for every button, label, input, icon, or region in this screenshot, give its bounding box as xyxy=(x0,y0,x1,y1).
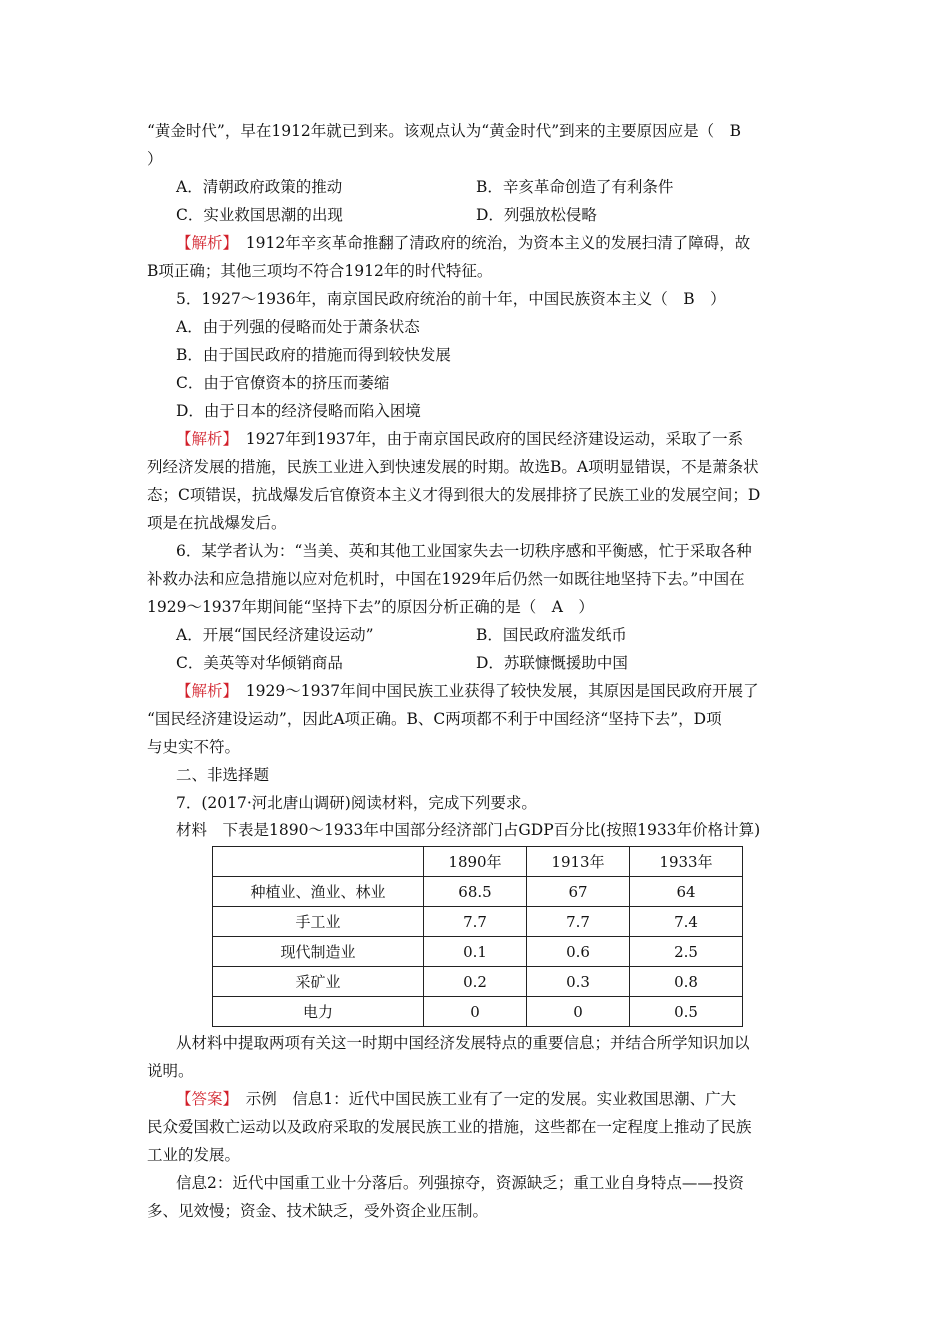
table-cell: 68.5 xyxy=(424,877,527,907)
answer-tag: 【答案】 xyxy=(176,1090,231,1108)
q7-answer-line: 民众爱国救亡运动以及政府采取的发展民族工业的措施，这些都在一定程度上推动了民族 xyxy=(147,1118,752,1136)
analysis-tag: 【解析】 xyxy=(176,682,231,700)
q7-ask-line: 说明。 xyxy=(147,1062,194,1080)
table-header-cell: 1913年 xyxy=(527,847,630,877)
analysis-tag: 【解析】 xyxy=(176,234,231,252)
q7-ask-line: 从材料中提取两项有关这一时期中国经济发展特点的重要信息；并结合所学知识加以 xyxy=(176,1034,750,1052)
table-cell: 手工业 xyxy=(213,907,424,937)
q4-option-d: D．列强放松侵略 xyxy=(476,206,597,224)
analysis-text: 1927年到1937年，由于南京国民政府的国民经济建设运动，采取了一系 xyxy=(230,430,744,448)
table-cell: 现代制造业 xyxy=(213,937,424,967)
q4-stem-line: ） xyxy=(147,150,163,168)
table-row xyxy=(213,997,743,1027)
q7-material: 材料 下表是1890～1933年中国部分经济部门占GDP百分比(按照1933年价格计算) xyxy=(176,821,761,839)
q5-analysis-line: 态；C项错误，抗战爆发后官僚资本主义才得到很大的发展排挤了民族工业的发展空间；D xyxy=(147,486,761,504)
table-header-cell: 1890年 xyxy=(424,847,527,877)
q4-analysis-line: B项正确；其他三项均不符合1912年的时代特征。 xyxy=(147,262,493,280)
q6-option-d: D．苏联慷慨援助中国 xyxy=(476,654,628,672)
table-header-cell xyxy=(213,847,424,877)
table-cell: 7.4 xyxy=(630,907,743,937)
table-header-cell: 1933年 xyxy=(630,847,743,877)
q6-analysis-line: “国民经济建设运动”，因此A项正确。B、C两项都不利于中国经济“坚持下去”，D项 xyxy=(147,710,722,728)
table-cell: 0.5 xyxy=(630,997,743,1027)
q7-answer-line: 多、见效慢；资金、技术缺乏，受外资企业压制。 xyxy=(147,1202,489,1220)
table-cell: 种植业、渔业、林业 xyxy=(213,877,424,907)
q6-stem-line: 1929～1937年期间能“坚持下去”的原因分析正确的是（ A ） xyxy=(147,598,594,616)
q5-option-c: C．由于官僚资本的挤压而萎缩 xyxy=(176,374,390,392)
q6-analysis xyxy=(176,681,759,701)
q6-option-a: A．开展“国民经济建设运动” xyxy=(176,626,374,644)
table-row xyxy=(213,937,743,967)
table-cell: 电力 xyxy=(213,997,424,1027)
q4-option-c: C．实业救国思潮的出现 xyxy=(176,206,343,224)
table-row xyxy=(213,877,743,907)
q5-analysis xyxy=(176,429,743,449)
q5-option-b: B．由于国民政府的措施而得到较快发展 xyxy=(176,346,451,364)
q4-option-b: B．辛亥革命创造了有利条件 xyxy=(476,178,674,196)
answer-text: 示例 信息1：近代中国民族工业有了一定的发展。实业救国思潮、广大 xyxy=(230,1090,737,1108)
table-cell: 0.6 xyxy=(527,937,630,967)
table-cell: 0.2 xyxy=(424,967,527,997)
table-cell: 7.7 xyxy=(424,907,527,937)
q5-analysis-line: 列经济发展的措施，民族工业进入到快速发展的时期。故选B。A项明显错误，不是萧条状 xyxy=(147,458,759,476)
gdp-table xyxy=(212,846,743,1027)
analysis-text: 1929～1937年间中国民族工业获得了较快发展，其原因是国民政府开展了 xyxy=(230,682,759,700)
table-row xyxy=(213,907,743,937)
analysis-tag: 【解析】 xyxy=(176,430,231,448)
table-row xyxy=(213,967,743,997)
table-cell: 0.8 xyxy=(630,967,743,997)
table-cell: 0 xyxy=(527,997,630,1027)
q4-stem-line: “黄金时代”，早在1912年就已到来。该观点认为“黄金时代”到来的主要原因应是（ B xyxy=(147,122,742,140)
table-cell: 64 xyxy=(630,877,743,907)
table-cell: 2.5 xyxy=(630,937,743,967)
q5-option-d: D．由于日本的经济侵略而陷入困境 xyxy=(176,402,421,420)
q6-stem-line: 补救办法和应急措施以应对危机时，中国在1929年后仍然一如既往地坚持下去。”中国在 xyxy=(147,570,745,588)
q7-answer xyxy=(176,1089,736,1109)
q5-option-a: A．由于列强的侵略而处于萧条状态 xyxy=(176,318,420,336)
section-heading: 二、非选择题 xyxy=(176,766,270,784)
q7-stem: 7．(2017·河北唐山调研)阅读材料，完成下列要求。 xyxy=(176,794,537,812)
table-cell: 0.1 xyxy=(424,937,527,967)
q7-answer-line: 信息2：近代中国重工业十分落后。列强掠夺，资源缺乏；重工业自身特点——投资 xyxy=(176,1174,744,1192)
table-cell: 0.3 xyxy=(527,967,630,997)
q5-stem: 5．1927～1936年，南京国民政府统治的前十年，中国民族资本主义（ B ） xyxy=(176,290,726,308)
table-cell: 采矿业 xyxy=(213,967,424,997)
table-cell: 0 xyxy=(424,997,527,1027)
analysis-text: 1912年辛亥革命推翻了清政府的统治，为资本主义的发展扫清了障碍，故 xyxy=(230,234,751,252)
q5-analysis-line: 项是在抗战爆发后。 xyxy=(147,514,287,532)
table-header-row xyxy=(213,847,743,877)
q4-option-a: A．清朝政府政策的推动 xyxy=(176,178,343,196)
q7-answer-line: 工业的发展。 xyxy=(147,1146,241,1164)
q4-analysis xyxy=(176,233,750,253)
q6-analysis-line: 与史实不符。 xyxy=(147,738,241,756)
q6-option-b: B．国民政府滥发纸币 xyxy=(476,626,627,644)
q6-option-c: C．美英等对华倾销商品 xyxy=(176,654,343,672)
q6-stem-line: 6．某学者认为：“当美、英和其他工业国家失去一切秩序感和平衡感，忙于采取各种 xyxy=(176,542,752,560)
table-cell: 67 xyxy=(527,877,630,907)
table-cell: 7.7 xyxy=(527,907,630,937)
